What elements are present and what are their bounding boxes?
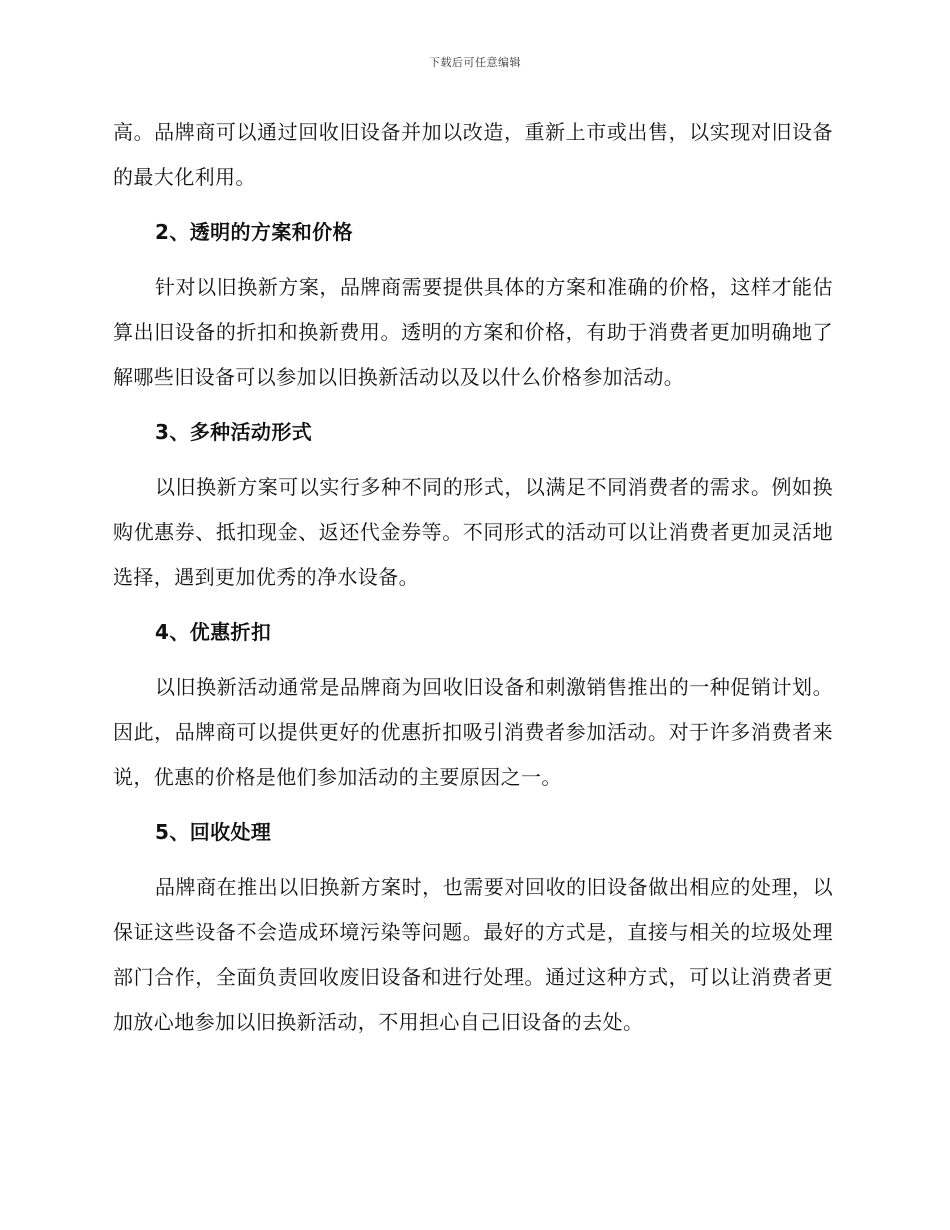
paragraph-transparent-plan: 针对以旧换新方案，品牌商需要提供具体的方案和准确的价格，这样才能估算出旧设备的折扣和换新费用。透明的方案和价格，有助于消费者更加明确地了解哪些旧设备可以参加以旧换新活动以及以什么价格参加活动。 — [113, 275, 833, 389]
paragraph-intro-continuation: 高。品牌商可以通过回收旧设备并加以改造，重新上市或出售，以实现对旧设备的最大化利用。 — [113, 120, 833, 189]
paragraph-discount: 以旧换新活动通常是品牌商为回收旧设备和刺激销售推出的一种促销计划。因此，品牌商可以提供更好的优惠折扣吸引消费者参加活动。对于许多消费者来说，优惠的价格是他们参加活动的主要原因之一。 — [113, 675, 833, 789]
section-heading-transparent-plan: 2、透明的方案和价格 — [155, 220, 353, 244]
page-header: 下载后可任意编辑 — [429, 56, 521, 69]
paragraph-activity-forms: 以旧换新方案可以实行多种不同的形式，以满足不同消费者的需求。例如换购优惠券、抵扣现金、返还代金券等。不同形式的活动可以让消费者更加灵活地选择，遇到更加优秀的净水设备。 — [113, 475, 833, 589]
section-heading-activity-forms: 3、多种活动形式 — [155, 420, 313, 444]
paragraph-recycling: 品牌商在推出以旧换新方案时，也需要对回收的旧设备做出相应的处理，以保证这些设备不会造成环境污染等问题。最好的方式是，直接与相关的垃圾处理部门合作，全面负责回收废旧设备和进行处理。通过这种方式，可以让消费者更加放心地参加以旧换新活动，不用担心自己旧设备的去处。 — [113, 875, 833, 1034]
document-body — [113, 110, 833, 1055]
section-heading-discount: 4、优惠折扣 — [155, 620, 272, 644]
section-heading-recycling: 5、回收处理 — [155, 820, 272, 844]
